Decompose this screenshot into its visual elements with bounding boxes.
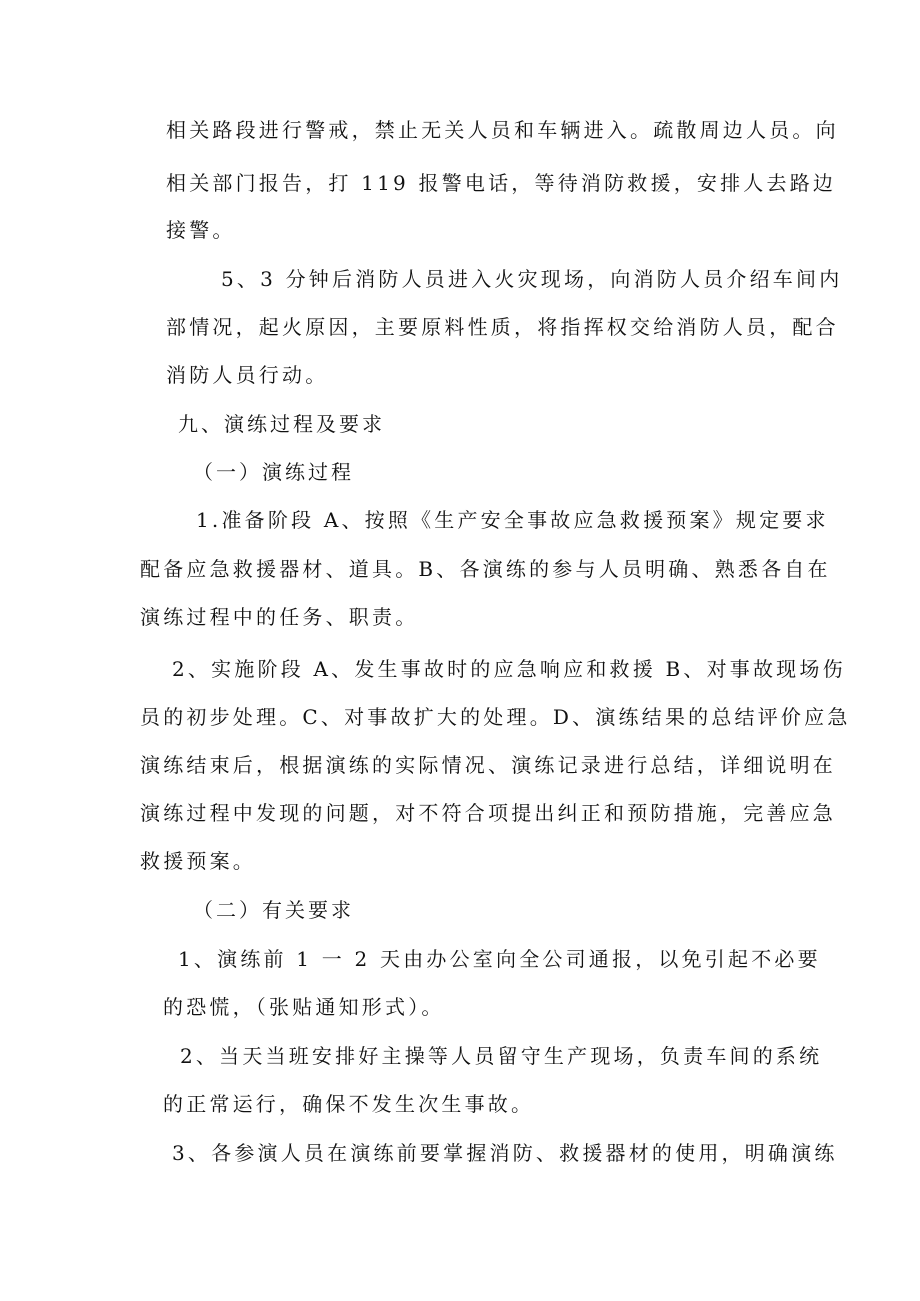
text-line: 相关路段进行警戒，禁止无关人员和车辆进入。疏散周边人员。向 [166, 118, 839, 142]
subsection-heading: （二）有关要求 [193, 898, 354, 922]
text-line: 1、演练前 1 一 2 天由办公室向全公司通报，以免引起不必要 [178, 947, 821, 971]
text-line: 演练结束后，根据演练的实际情况、演练记录进行总结，详细说明在 [140, 753, 836, 777]
text-line: 5、3 分钟后消防人员进入火灾现场，向消防人员介绍车间内 [221, 267, 843, 291]
text-line: 部情况，起火原因，主要原料性质，将指挥权交给消防人员，配合 [166, 315, 839, 339]
text-line: 接警。 [166, 218, 236, 242]
text-line: 的正常运行，确保不发生次生事故。 [163, 1092, 535, 1116]
text-line: 演练过程中的任务、职责。 [140, 605, 419, 629]
text-line: 3、各参演人员在演练前要掌握消防、救援器材的使用，明确演练 [172, 1141, 838, 1165]
subsection-heading: （一）演练过程 [193, 460, 354, 484]
text-line: 员的初步处理。C、对事故扩大的处理。D、演练结果的总结评价应急 [140, 705, 851, 729]
text-line: 演练过程中发现的问题，对不符合项提出纠正和预防措施，完善应急 [140, 801, 836, 825]
text-line: 的恐慌，（张贴通知形式）。 [163, 995, 445, 1019]
text-line: 救援预案。 [140, 849, 256, 873]
text-line: 2、当天当班安排好主操等人员留守生产现场，负责车间的系统 [180, 1044, 823, 1068]
text-line: 相关部门报告，打 119 报警电话，等待消防救援，安排人去路边 [166, 171, 837, 195]
text-line: 配备应急救援器材、道具。B、各演练的参与人员明确、熟悉各自在 [140, 557, 831, 581]
section-heading: 九、演练过程及要求 [178, 412, 385, 436]
text-line: 消防人员行动。 [166, 363, 329, 387]
text-line: 2、实施阶段 A、发生事故时的应急响应和救援 B、对事故现场伤 [172, 657, 846, 681]
text-line: 1.准备阶段 A、按照《生产安全事故应急救援预案》规定要求 [196, 508, 829, 532]
